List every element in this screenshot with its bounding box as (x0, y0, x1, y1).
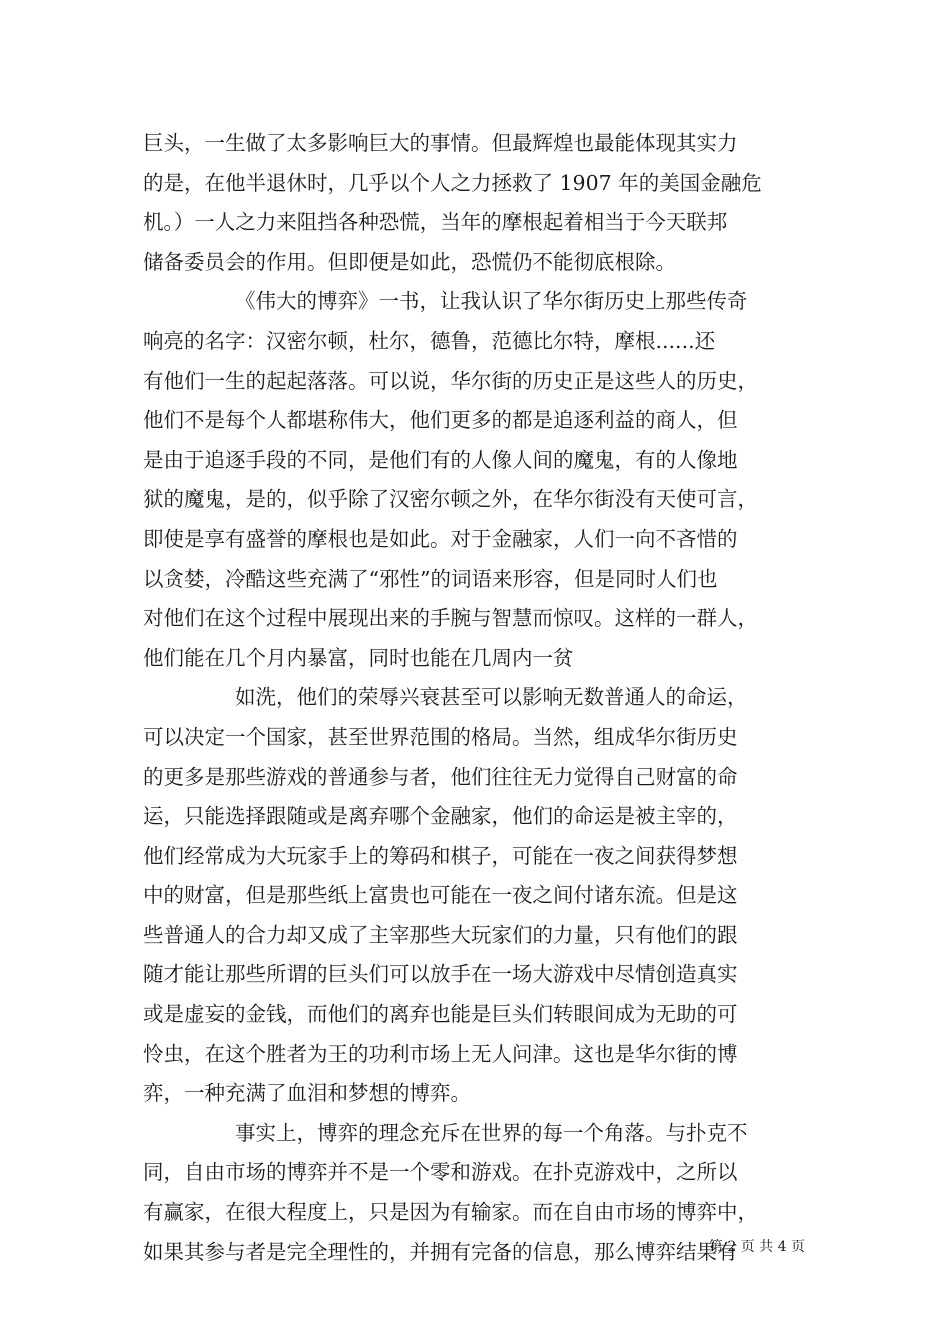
text-line: 他们不是每个人都堪称伟大，他们更多的都是追逐利益的商人，但 (143, 408, 738, 433)
text-line: 对他们在这个过程中展现出来的手腕与智慧而惊叹。这样的一群人， (143, 606, 758, 631)
text-line: 怜虫，在这个胜者为王的功利市场上无人问津。这也是华尔街的博 (143, 1041, 738, 1066)
text-line: 即使是享有盛誉的摩根也是如此。对于金融家，人们一向不吝惜的 (143, 526, 738, 551)
text-line: 机。）一人之力来阻挡各种恐慌，当年的摩根起着相当于今天联邦 (143, 210, 728, 235)
body-text (143, 124, 813, 1272)
text-line: 巨头，一生做了太多影响巨大的事情。但最辉煌也最能体现其实力 (143, 131, 738, 155)
text-line: 有赢家，在很大程度上，只是因为有输家。而在自由市场的博弈中， (143, 1200, 758, 1225)
text-line: 如果其参与者是完全理性的，并拥有完备的信息，那么博弈结果有 (143, 1239, 738, 1264)
text-line: 他们经常成为大玩家手上的筹码和棋子，可能在一夜之间获得梦想 (143, 843, 738, 868)
text-line: 响亮的名字：汉密尔顿，杜尔，德鲁，范德比尔特，摩根......还 (143, 328, 716, 353)
text-line: 他们能在几个月内暴富，同时也能在几周内一贫 (143, 645, 574, 670)
text-line: 《伟大的博弈》一书，让我认识了华尔街历史上那些传奇 (235, 289, 748, 314)
text-line: 的更多是那些游戏的普通参与者，他们往往无力觉得自己财富的命 (143, 764, 738, 789)
text-line: 随才能让那些所谓的巨头们可以放手在一场大游戏中尽情创造真实 (143, 962, 738, 987)
text-line: 可以决定一个国家，甚至世界范围的格局。当然，组成华尔街历史 (143, 724, 738, 749)
text-line: 些普通人的合力却又成了主宰那些大玩家们的力量，只有他们的跟 (143, 922, 738, 947)
text-line: 事实上，博弈的理念充斥在世界的每一个角落。与扑克不 (235, 1120, 748, 1145)
text-line: 或是虚妄的金钱，而他们的离弃也能是巨头们转眼间成为无助的可 (143, 1002, 738, 1027)
text-line: 中的财富，但是那些纸上富贵也可能在一夜之间付诸东流。但是这 (143, 883, 738, 908)
text-line: 狱的魔鬼，是的，似乎除了汉密尔顿之外，在华尔街没有天使可言， (143, 487, 758, 512)
text-line: 的是，在他半退休时，几乎以个人之力拯救了 1907 年的美国金融危 (143, 170, 762, 195)
text-line: 同，自由市场的博弈并不是一个零和游戏。在扑克游戏中，之所以 (143, 1160, 738, 1185)
page-footer: 第 2 页 共 4 页 (708, 1239, 805, 1255)
text-line: 有他们一生的起起落落。可以说，华尔街的历史正是这些人的历史， (143, 368, 758, 393)
text-line: 如洗，他们的荣辱兴衰甚至可以影响无数普通人的命运， (235, 685, 748, 710)
text-line: 以贪婪，冷酷这些充满了“邪性”的词语来形容，但是同时人们也 (143, 566, 718, 591)
text-line: 是由于追逐手段的不同，是他们有的人像人间的魔鬼，有的人像地 (143, 447, 738, 472)
text-line: 储备委员会的作用。但即便是如此，恐慌仍不能彻底根除。 (143, 249, 676, 274)
text-line: 运，只能选择跟随或是离弃哪个金融家，他们的命运是被主宰的， (143, 804, 738, 829)
text-line: 弈，一种充满了血泪和梦想的博弈。 (143, 1081, 471, 1106)
